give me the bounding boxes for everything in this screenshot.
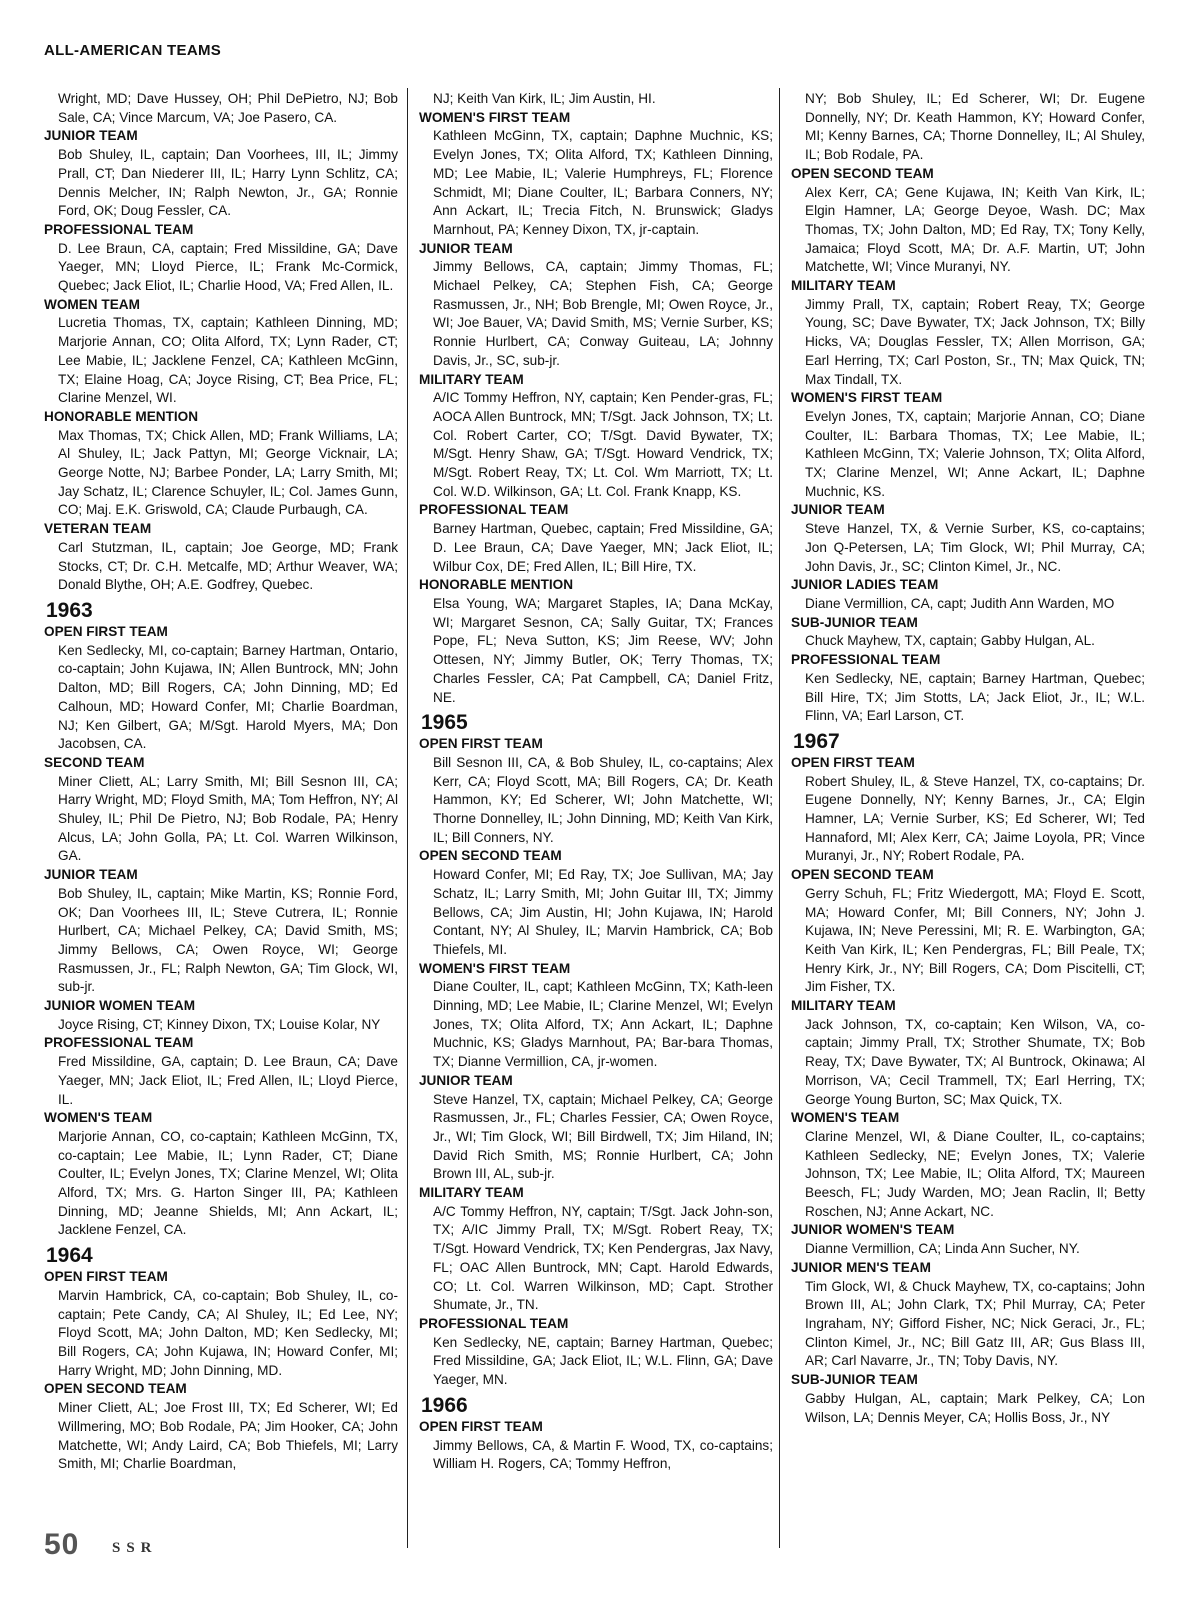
team-title: PROFESSIONAL TEAM	[44, 221, 194, 237]
team-roster: Carl Stutzman, IL, captain; Joe George, MD; Frank Stocks, CT; Dr. C.H. Metcalfe, MD; Arthur Weaver, WA; Donald Blythe, OH; A.E. Godfrey, Quebec.	[58, 539, 398, 593]
team-entry	[421, 90, 773, 109]
year-heading: 1965	[421, 711, 468, 735]
team-roster: Jimmy Bellows, CA, captain; Jimmy Thomas, FL; Michael Pelkey, CA; Stephen Fish, CA; George Rasmussen, Jr., NH; Bob Brengle, MI; Owen Royce, Jr., WI; Joe Bauer, VA; David Smith, MS; Vernie Surber, KS; Ronnie Hurlbert, CA; Conway Guiteau, LA; Johnny Davis, Jr., SC, sub-jr.	[433, 259, 773, 368]
team-title: OPEN FIRST TEAM	[419, 1418, 543, 1434]
team-entry	[793, 1221, 1145, 1258]
team-title: JUNIOR TEAM	[791, 502, 885, 518]
team-entry	[421, 847, 773, 959]
year-section	[421, 90, 773, 707]
team-roster: NJ; Keith Van Kirk, IL; Jim Austin, HI.	[433, 91, 656, 106]
team-entry	[793, 866, 1145, 997]
team-roster: Diane Vermillion, CA, capt; Judith Ann Warden, MO	[805, 595, 1115, 611]
team-entry	[46, 127, 398, 221]
team-title: JUNIOR TEAM	[419, 240, 513, 256]
publication-mark: SSR	[112, 1540, 158, 1556]
team-entry	[46, 1034, 398, 1109]
team-roster: Robert Shuley, IL, & Steve Hanzel, TX, co-captains; Dr. Eugene Donnelly, NY; Kenny Barnes, Jr., CA; Elgin Hamner, LA; Vernie Surber, KS; Ed Scherer, WI; Ted Hannaford, MI; Alex Kerr, CA; Jaime Loyola, PR; Vince Muranyi, Jr., NY; Robert Rodale, PA.	[805, 773, 1145, 864]
team-title: JUNIOR WOMEN TEAM	[44, 998, 196, 1014]
team-title: PROFESSIONAL TEAM	[419, 1316, 569, 1331]
team-entry	[793, 651, 1145, 726]
team-entry	[46, 221, 398, 296]
team-title: OPEN SECOND TEAM	[419, 848, 562, 864]
team-roster: A/C Tommy Heffron, NY, captain; T/Sgt. Jack John-son, TX; A/IC Jimmy Prall, TX; M/Sgt. Robert Reay, TX; T/Sgt. Howard Vendrick, TX; Ken Pendergras, Jax Navy, FL; OAC Allen Buntrock, MN; Capt. Harold Edwards, CO; Lt. Col. Warren Wilkinson, MD; Capt. Strother Shumate, Jr., TN.	[433, 1203, 773, 1313]
team-roster: Marvin Hambrick, CA, co-captain; Bob Shuley, IL, co-captain; Pete Candy, CA; Al Shuley, IL; Ed Lee, NY; Floyd Scott, MA; John Dalton, MD; Ken Sedlecky, MI; Bill Rogers, CA; John Kujawa, IN; Howard Confer, MI; Harry Wright, MD; John Dinning, MD.	[58, 1287, 398, 1378]
team-roster: Clarine Menzel, WI, & Diane Coulter, IL, co-captains; Kathleen Sedlecky, NE; Evelyn Jones, TX; Valerie Johnson, TX; Lee Mabie, IL; Olita Alford, TX; Maureen Beesch, FL; Judy Warden, MO; Jean Raclin, Il; Betty Roschen, NJ; Anne Ackart, NC.	[805, 1128, 1145, 1219]
team-title: JUNIOR TEAM	[419, 1072, 513, 1088]
team-entry	[421, 1184, 773, 1315]
team-roster: Miner Cliett, AL; Larry Smith, MI; Bill Sesnon III, CA; Harry Wright, MD; Floyd Smith, MA; Tom Heffron, NY; Al Shuley, IL; Phil De Pietro, NJ; Bob Rodale, PA; Henry Alcus, LA; John Golla, PA; Lt. Col. Warren Wilkinson, GA.	[58, 773, 398, 864]
team-roster: Chuck Mayhew, TX, captain; Gabby Hulgan, AL.	[805, 633, 1095, 649]
team-entry	[46, 623, 398, 754]
team-title: OPEN FIRST TEAM	[44, 623, 168, 639]
team-entry	[793, 389, 1145, 501]
team-entry	[46, 1109, 398, 1240]
team-title: MILITARY TEAM	[791, 998, 896, 1014]
column-rule	[407, 88, 408, 1548]
team-entry	[421, 109, 773, 240]
team-entry	[421, 240, 773, 371]
team-title: PROFESSIONAL TEAM	[791, 652, 941, 668]
column-1	[46, 90, 398, 1474]
team-roster: Barney Hartman, Quebec, captain; Fred Missildine, GA; D. Lee Braun, CA; Dave Yaeger, MN; Jack Eliot, IL; Wilbur Cox, DE; Fred Allen, IL; Bill Hire, TX.	[433, 521, 773, 574]
team-title: OPEN SECOND TEAM	[791, 165, 934, 181]
team-entry	[793, 1259, 1145, 1371]
year-section	[793, 730, 1145, 1427]
year-heading: 1963	[46, 598, 93, 622]
team-entry	[46, 1268, 398, 1380]
team-roster: Jack Johnson, TX, co-captain; Ken Wilson, VA, co-captain; Jimmy Prall, TX; Strother Shumate, TX; Bob Reay, TX; Dave Bywater, TX; Al Buntrock, Okinawa; Al Morrison, VA; Cecil Trammell, TX; Earl Herring, TX; George Young Burton, SC; Max Quick, TX.	[805, 1016, 1145, 1107]
year-section	[46, 1244, 398, 1474]
team-title: JUNIOR LADIES TEAM	[791, 577, 939, 593]
team-entry	[793, 165, 1145, 277]
team-entry	[793, 277, 1145, 389]
team-title: WOMEN'S FIRST TEAM	[419, 960, 571, 976]
team-title: WOMEN'S FIRST TEAM	[419, 109, 571, 125]
column-rule	[779, 88, 780, 1548]
team-title: SUB-JUNIOR TEAM	[791, 1372, 918, 1388]
team-title: PROFESSIONAL TEAM	[44, 1035, 194, 1051]
team-roster: Max Thomas, TX; Chick Allen, MD; Frank Williams, LA; Al Shuley, IL; Jack Pattyn, MI; George Vicknair, LA; George Notte, NJ; Barbee Ponder, LA; Larry Smith, MI; Jay Schatz, IL; Clarence Schuyler, IL; Col. James Gunn, CO; Maj. E.K. Griswold, CA; Claude Purbaugh, CA.	[58, 427, 398, 518]
column-2	[421, 90, 773, 1474]
team-entry	[421, 735, 773, 847]
team-roster: Jimmy Prall, TX, captain; Robert Reay, TX; George Young, SC; Dave Bywater, TX; Jack Johnson, TX; Billy Hicks, VA; Douglas Fessler, TX; Allen Morrison, GA; Earl Herring, TX; Carl Poston, Sr., TN; Max Quick, TN; Max Tindall, TX.	[805, 296, 1145, 387]
team-roster: Wright, MD; Dave Hussey, OH; Phil DePietro, NJ; Bob Sale, CA; Vince Marcum, VA; Joe Pasero, CA.	[58, 91, 398, 125]
team-title: JUNIOR MEN'S TEAM	[791, 1259, 931, 1275]
team-title: SECOND TEAM	[44, 754, 145, 770]
team-entry	[421, 576, 773, 707]
team-roster: Tim Glock, WI, & Chuck Mayhew, TX, co-captains; John Brown III, AL; John Clark, TX; Phil Murray, CA; Peter Ingraham, NY; Gifford Fisher, NC; Nick Geraci, Jr., FL; Clinton Kimel, Jr., NC; Bill Gatz III, AR; Gus Blass III, AR; Carl Navarre, Jr., TN; Toby Davis, NY.	[805, 1278, 1145, 1369]
team-roster: Jimmy Bellows, CA, & Martin F. Wood, TX, co-captains; William H. Rogers, CA; Tommy Heffron,	[433, 1437, 773, 1472]
team-entry	[793, 501, 1145, 576]
year-section	[421, 711, 773, 1390]
running-head: ALL-AMERICAN TEAMS	[44, 42, 222, 59]
team-roster: Fred Missildine, GA, captain; D. Lee Braun, CA; Dave Yaeger, MN; Jack Eliot, IL; Fred Allen, IL; Lloyd Pierce, IL.	[58, 1054, 398, 1107]
team-entry	[793, 614, 1145, 651]
team-roster: D. Lee Braun, CA, captain; Fred Missildine, GA; Dave Yaeger, MN; Lloyd Pierce, IL; Frank Mc-Cormick, Quebec; Jack Eliot, IL; Charlie Hood, VA; Fred Allen, IL.	[58, 240, 398, 294]
team-entry	[793, 754, 1145, 866]
year-heading: 1966	[421, 1393, 468, 1417]
team-title: MILITARY TEAM	[791, 278, 896, 294]
team-title: MILITARY TEAM	[419, 1185, 524, 1201]
team-roster: Marjorie Annan, CO, co-captain; Kathleen McGinn, TX, co-captain; Lee Mabie, IL; Lynn Rader, CT; Diane Coulter, IL; Evelyn Jones, TX; Clarine Menzel, WI; Olita Alford, TX; Mrs. G. Harton Singer III, PA; Kathleen Dinning, MD; Jeanne Shields, MI; Ann Ackart, IL; Jacklene Fenzel, CA.	[58, 1128, 398, 1238]
team-entry	[793, 1371, 1145, 1427]
team-roster: Ken Sedlecky, NE, captain; Barney Hartman, Quebec; Bill Hire, TX; Jim Stotts, LA; Jack Eliot, Jr., IL; W.L. Flinn, VA; Earl Larson, CT.	[805, 670, 1145, 724]
team-title: WOMEN'S FIRST TEAM	[791, 390, 943, 406]
team-title: HONORABLE MENTION	[44, 408, 199, 424]
team-title: MILITARY TEAM	[419, 371, 524, 387]
team-entry	[421, 1315, 773, 1390]
team-entry	[46, 997, 398, 1034]
team-roster: Steve Hanzel, TX, & Vernie Surber, KS, co-captains; Jon Q-Petersen, LA; Tim Glock, WI; Phil Murray, CA; John Davis, Jr., SC; Clinton Kimel, Jr., NC.	[805, 521, 1145, 574]
team-roster: Miner Cliett, AL; Joe Frost III, TX; Ed Scherer, WI; Ed Willmering, MO; Bob Rodale, PA; Jim Hooker, CA; John Matchette, WI; Andy Laird, CA; Bob Thiefels, MI; Larry Smith, MI; Charlie Boardman,	[58, 1400, 398, 1472]
team-title: JUNIOR TEAM	[44, 867, 138, 883]
team-entry	[793, 576, 1145, 613]
team-entry	[46, 866, 398, 997]
team-entry	[421, 371, 773, 502]
year-section	[46, 599, 398, 1240]
team-title: JUNIOR TEAM	[44, 128, 138, 144]
team-title: OPEN FIRST TEAM	[791, 754, 915, 770]
year-heading: 1967	[793, 729, 840, 753]
team-roster: Evelyn Jones, TX, captain; Marjorie Annan, CO; Diane Coulter, IL: Barbara Thomas, TX; Lee Mabie, IL; Kathleen McGinn, TX; Valerie Johnson, TX; Olita Alford, TX; Clarine Menzel, WI; Anne Ackart, IL; Daphne Muchnic, KS.	[805, 408, 1145, 499]
team-roster: Alex Kerr, CA; Gene Kujawa, IN; Keith Van Kirk, IL; Elgin Hamner, LA; George Deyoe, Wash. DC; Max Thomas, TX; John Dalton, MD; Ed Ray, TX; Tony Kelly, Jamaica; Floyd Scott, MA; Dr. A.F. Martin, UT; John Matchette, WI; Vince Muranyi, NY.	[805, 184, 1145, 275]
team-roster: Joyce Rising, CT; Kinney Dixon, TX; Louise Kolar, NY	[58, 1016, 381, 1032]
team-roster: NY; Bob Shuley, IL; Ed Scherer, WI; Dr. Eugene Donnelly, NY; Dr. Keath Hammon, KY; Howard Confer, MI; Kenny Barnes, CA; Thorne Donnelley, IL; Al Shuley, IL; Bob Rodale, PA.	[805, 91, 1145, 163]
team-roster: Steve Hanzel, TX, captain; Michael Pelkey, CA; George Rasmussen, Jr., FL; Charles Fessier, CA; Owen Royce, Jr., WI; Tim Glock, WI; Bill Birdwell, TX; Jim Hiland, IN; David Rich Smith, MS; Ronnie Hurlbert, CA; John Brown III, AL, sub-jr.	[433, 1091, 773, 1182]
team-entry	[421, 501, 773, 576]
team-title: WOMEN'S TEAM	[44, 1110, 153, 1126]
team-title: PROFESSIONAL TEAM	[419, 502, 569, 518]
team-entry	[793, 1109, 1145, 1221]
team-roster: Bob Shuley, IL, captain; Dan Voorhees, III, IL; Jimmy Prall, CT; Dan Niederer III, IL; Harry Lynn Schlitz, CA; Dennis Melcher, IN; Ralph Newton, Jr., GA; Ronnie Ford, OK; Doug Fessler, CA.	[58, 147, 398, 219]
team-entry	[421, 960, 773, 1072]
team-entry	[46, 90, 398, 127]
team-title: OPEN FIRST TEAM	[44, 1269, 168, 1285]
team-title: OPEN SECOND TEAM	[44, 1381, 187, 1397]
year-heading: 1964	[46, 1244, 93, 1268]
team-title: SUB-JUNIOR TEAM	[791, 614, 918, 630]
team-title: OPEN FIRST TEAM	[419, 736, 543, 752]
team-roster: Elsa Young, WA; Margaret Staples, IA; Dana McKay, WI; Margaret Sesnon, CA; Sally Guitar, TX; Frances Pope, FL; Neva Sutton, KS; Jim Reese, WV; John Ottesen, NY; Jimmy Butler, OK; Terry Thomas, TX; Charles Fessler, CA; Pat Campbell, CA; Daniel Fritz, NE.	[433, 595, 773, 705]
team-roster: Gabby Hulgan, AL, captain; Mark Pelkey, CA; Lon Wilson, LA; Dennis Meyer, CA; Hollis Boss, Jr., NY	[805, 1390, 1145, 1425]
team-title: WOMEN TEAM	[44, 296, 140, 312]
team-roster: Bob Shuley, IL, captain; Mike Martin, KS; Ronnie Ford, OK; Dan Voorhees III, IL; Steve Cutrera, IL; Ronnie Hurlbert, CA; Michael Pelkey, CA; David Smith, MS; Jimmy Bellows, CA; Owen Royce, WI; George Rasmussen, Jr., FL; Ralph Newton, GA; Tim Glock, WI, sub-jr.	[58, 885, 398, 995]
team-roster: Bill Sesnon III, CA, & Bob Shuley, IL, co-captains; Alex Kerr, CA; Floyd Scott, MA; Bill Rogers, CA; Dr. Keath Hammon, KY; Ed Scherer, WI; John Matchette, WI; Thorne Donnelley, IL; John Dinning, MD; Keith Van Kirk, IL; Bill Conners, NY.	[433, 754, 773, 845]
team-entry	[46, 296, 398, 408]
column-3	[793, 90, 1145, 1427]
team-title: HONORABLE MENTION	[419, 577, 574, 593]
team-roster: Howard Confer, MI; Ed Ray, TX; Joe Sullivan, MA; Jay Schatz, IL; Larry Smith, MI; John Guitar III, TX; Jimmy Bellows, CA; Jim Austin, HI; John Kujawa, IN; Harold Contant, NY; Al Shuley, IL; Marvin Hambrick, CA; Bob Thiefels, MI.	[433, 867, 773, 957]
team-entry	[46, 520, 398, 595]
team-title: OPEN SECOND TEAM	[791, 867, 934, 883]
year-section	[421, 1394, 773, 1474]
team-entry	[46, 754, 398, 866]
team-title: JUNIOR WOMEN'S TEAM	[791, 1222, 955, 1238]
team-roster: Ken Sedlecky, NE, captain; Barney Hartman, Quebec; Fred Missildine, GA; Jack Eliot, IL; W.L. Flinn, GA; Dave Yaeger, MN.	[433, 1334, 773, 1388]
team-entry	[46, 408, 398, 520]
year-section	[793, 90, 1145, 726]
team-roster: Lucretia Thomas, TX, captain; Kathleen Dinning, MD; Marjorie Annan, CO; Olita Alford, TX; Lynn Rader, CT; Lee Mabie, IL; Jacklene Fenzel, CA; Kathleen McGinn, TX; Elaine Hoag, CA; Joyce Rising, CT; Bea Price, FL; Clarine Menzel, WI.	[58, 315, 398, 406]
team-entry	[46, 1380, 398, 1474]
team-roster: Dianne Vermillion, CA; Linda Ann Sucher, NY.	[805, 1241, 1080, 1257]
team-roster: A/IC Tommy Heffron, NY, captain; Ken Pender-gras, FL; AOCA Allen Buntrock, MN; T/Sgt. Jack Johnson, TX; Lt. Col. Robert Carter, CO; T/Sgt. David Bywater, TX; M/Sgt. Henry Shaw, GA; T/Sgt. Howard Vendrick, TX; M/Sgt. Robert Reay, TX; Lt. Col. Wm Marriott, TX; Lt. Col. W.D. Wilkinson, GA; Lt. Col. Frank Knapp, KS.	[433, 390, 773, 499]
year-section	[46, 90, 398, 595]
team-entry	[793, 90, 1145, 165]
team-title: WOMEN'S TEAM	[791, 1110, 900, 1126]
team-roster: Kathleen McGinn, TX, captain; Daphne Muchnic, KS; Evelyn Jones, TX; Olita Alford, TX; Kathleen Dinning, MD; Lee Mabie, IL; Valerie Humphreys, FL; Florence Schmidt, MI; Diane Coulter, IL; Barbara Conners, NY; Ann Ackart, IL; Trecia Fitch, N. Brunswick; Gladys Marnhout, PA; Kenney Dixon, TX, jr-captain.	[433, 128, 773, 237]
team-entry	[421, 1072, 773, 1184]
page-number: 50	[44, 1528, 80, 1561]
team-roster: Gerry Schuh, FL; Fritz Wiedergott, MA; Floyd E. Scott, MA; Howard Confer, MI; Bill Conners, NY; John J. Kujawa, IN; Neve Peressini, MI; R. E. Warbington, GA; Keith Van Kirk, IL; Ken Pendergras, FL; Bill Peale, TX; Henry Kirk, Jr., NY; Bill Rogers, CA; Dom Piscitelli, CT; Jim Fisher, TX.	[805, 885, 1145, 995]
team-title: VETERAN TEAM	[44, 521, 152, 537]
team-roster: Diane Coulter, IL, capt; Kathleen McGinn, TX; Kath-leen Dinning, MD; Lee Mabie, IL; Clarine Menzel, WI; Evelyn Jones, TX; Olita Alford, TX; Ann Ackart, IL; Daphne Muchnic, KS; Gladys Marnhout, PA; Bar-bara Thomas, TX; Dianne Vermillion, CA, jr-women.	[433, 979, 773, 1070]
team-entry	[421, 1418, 773, 1474]
team-entry	[793, 997, 1145, 1109]
team-roster: Ken Sedlecky, MI, co-captain; Barney Hartman, Ontario, co-captain; John Kujawa, IN; Allen Buntrock, MN; John Dalton, MD; Bill Rogers, CA; John Dinning, MD; Ed Calhoun, MD; Howard Confer, MI; Charlie Boardman, NJ; Ken Gilbert, GA; M/Sgt. Harold Myers, MA; Don Jacobsen, CA.	[58, 642, 398, 752]
